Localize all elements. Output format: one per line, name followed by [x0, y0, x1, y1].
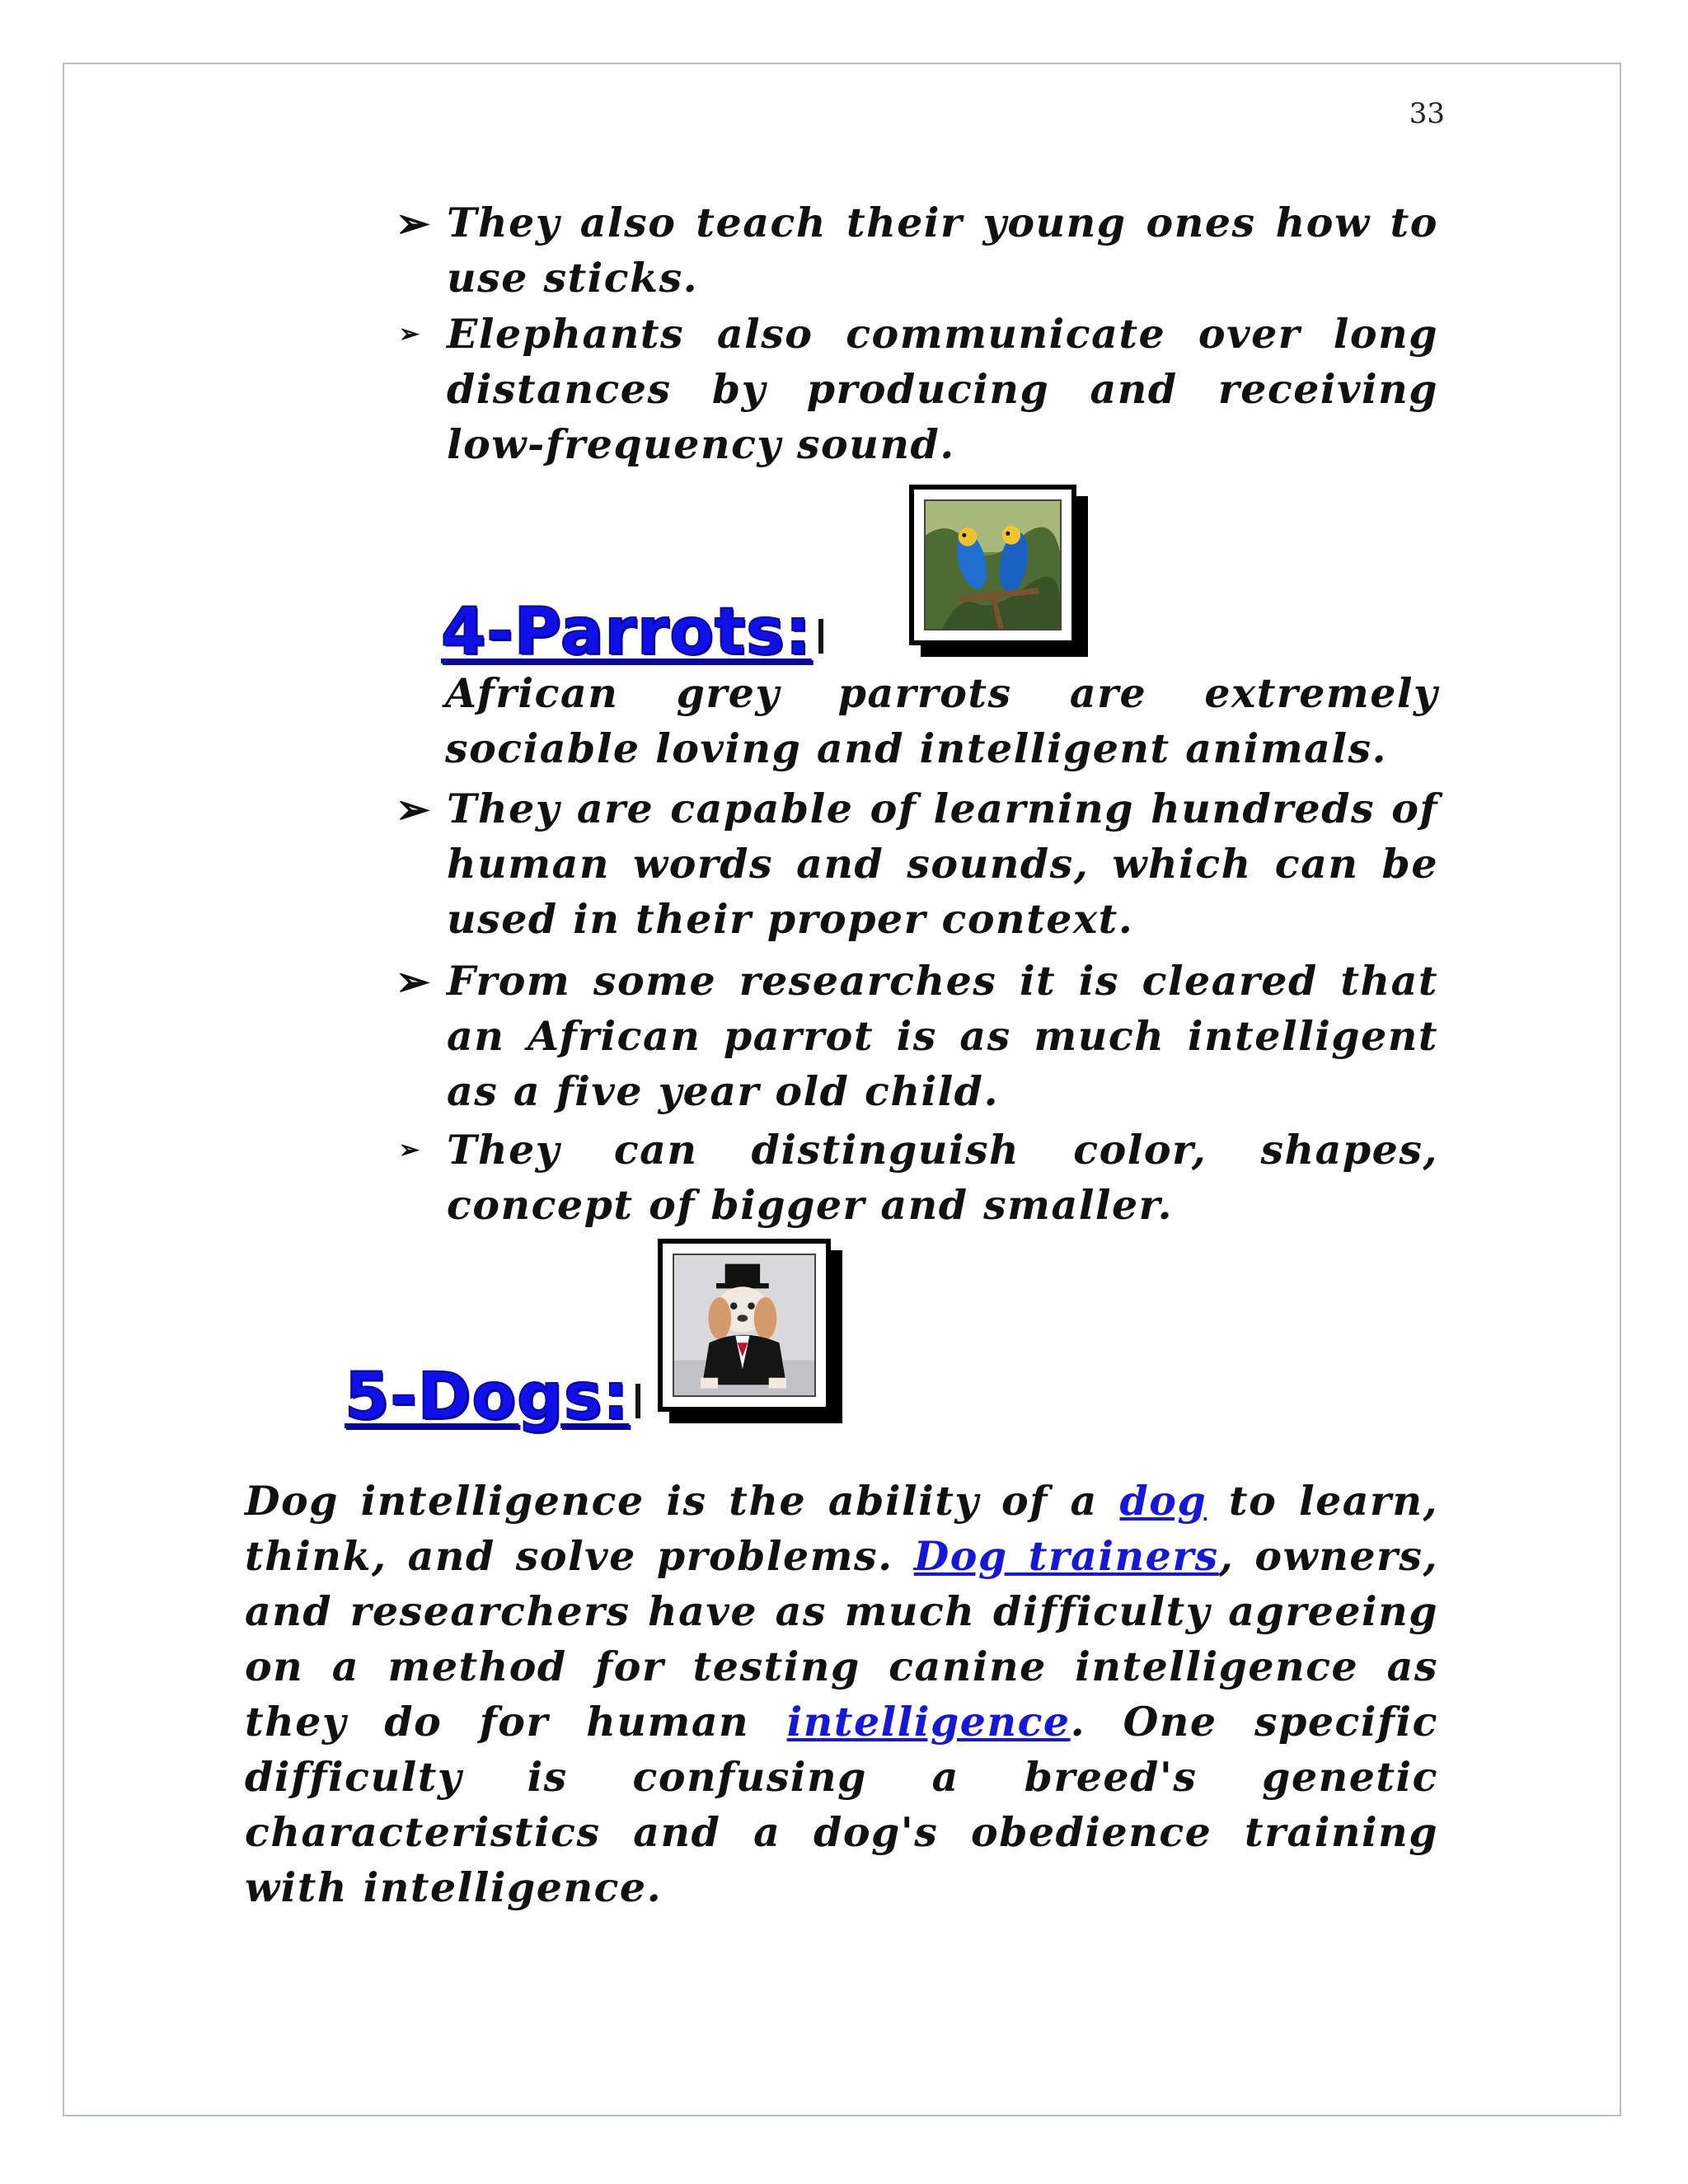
- bullet-text: They can distinguish color, shapes, concept of bigger and smaller.: [447, 1126, 1438, 1229]
- bullet-text: From some researches it is cleared that an African parrot is as much intelligent as a five year old child.: [447, 957, 1438, 1115]
- link-intelligence[interactable]: intelligence: [786, 1698, 1071, 1746]
- small-arrow-bullet-icon: ➢: [399, 1136, 421, 1165]
- small-arrow-bullet-icon: ➢: [399, 320, 421, 349]
- text-cursor-icon: [818, 619, 823, 654]
- paragraph-text: , owners, and researchers have as much difficulty agreeing on a method for testing canine intelligence as they do for human: [245, 1532, 1438, 1746]
- paragraph-text: to learn, think, and solve problems.: [245, 1477, 1438, 1580]
- parrot-photo-icon: [924, 499, 1062, 630]
- link-dog[interactable]: dog: [1119, 1477, 1207, 1525]
- dog-photo-icon: [673, 1254, 816, 1397]
- dogs-paragraph: [245, 1474, 1438, 1915]
- bullet-item: [396, 1122, 1438, 1233]
- bullet-text: They are capable of learning hundreds of human words and sounds, which can be used in their proper context.: [447, 785, 1438, 943]
- heading-text: 5-Dogs:: [345, 1360, 630, 1434]
- bullet-text: They also teach their young ones how to use sticks.: [447, 199, 1438, 302]
- paragraph-text: . One specific difficulty is confusing a breed's genetic characteristics and a dog's obedience training with intelligence.: [245, 1698, 1438, 1911]
- dog-photo: [658, 1239, 831, 1412]
- arrow-bullet-icon: ➢: [396, 785, 432, 833]
- link-dog-trainers[interactable]: Dog trainers: [913, 1532, 1219, 1580]
- parrots-intro: African grey parrots are extremely sociable loving and intelligent animals.: [445, 669, 1438, 772]
- bullet-text: Elephants also communicate over long distances by producing and receiving low-frequency sound.: [447, 310, 1438, 468]
- bullet-item: [396, 195, 1438, 306]
- page-number: 33: [1409, 97, 1445, 130]
- paragraph-text: Dog intelligence is the ability of a: [245, 1477, 1120, 1525]
- bullet-item: [396, 307, 1438, 472]
- bullet-item: [396, 954, 1438, 1119]
- arrow-bullet-icon: ➢: [396, 199, 432, 247]
- section-heading-dogs: [345, 1360, 640, 1434]
- text-cursor-icon: [635, 1384, 640, 1418]
- bullet-item: [396, 781, 1438, 947]
- parrot-photo: [909, 485, 1076, 645]
- section-heading-parrots: [441, 595, 823, 669]
- heading-text: 4-Parrots:: [441, 595, 812, 669]
- arrow-bullet-icon: ➢: [396, 957, 432, 1005]
